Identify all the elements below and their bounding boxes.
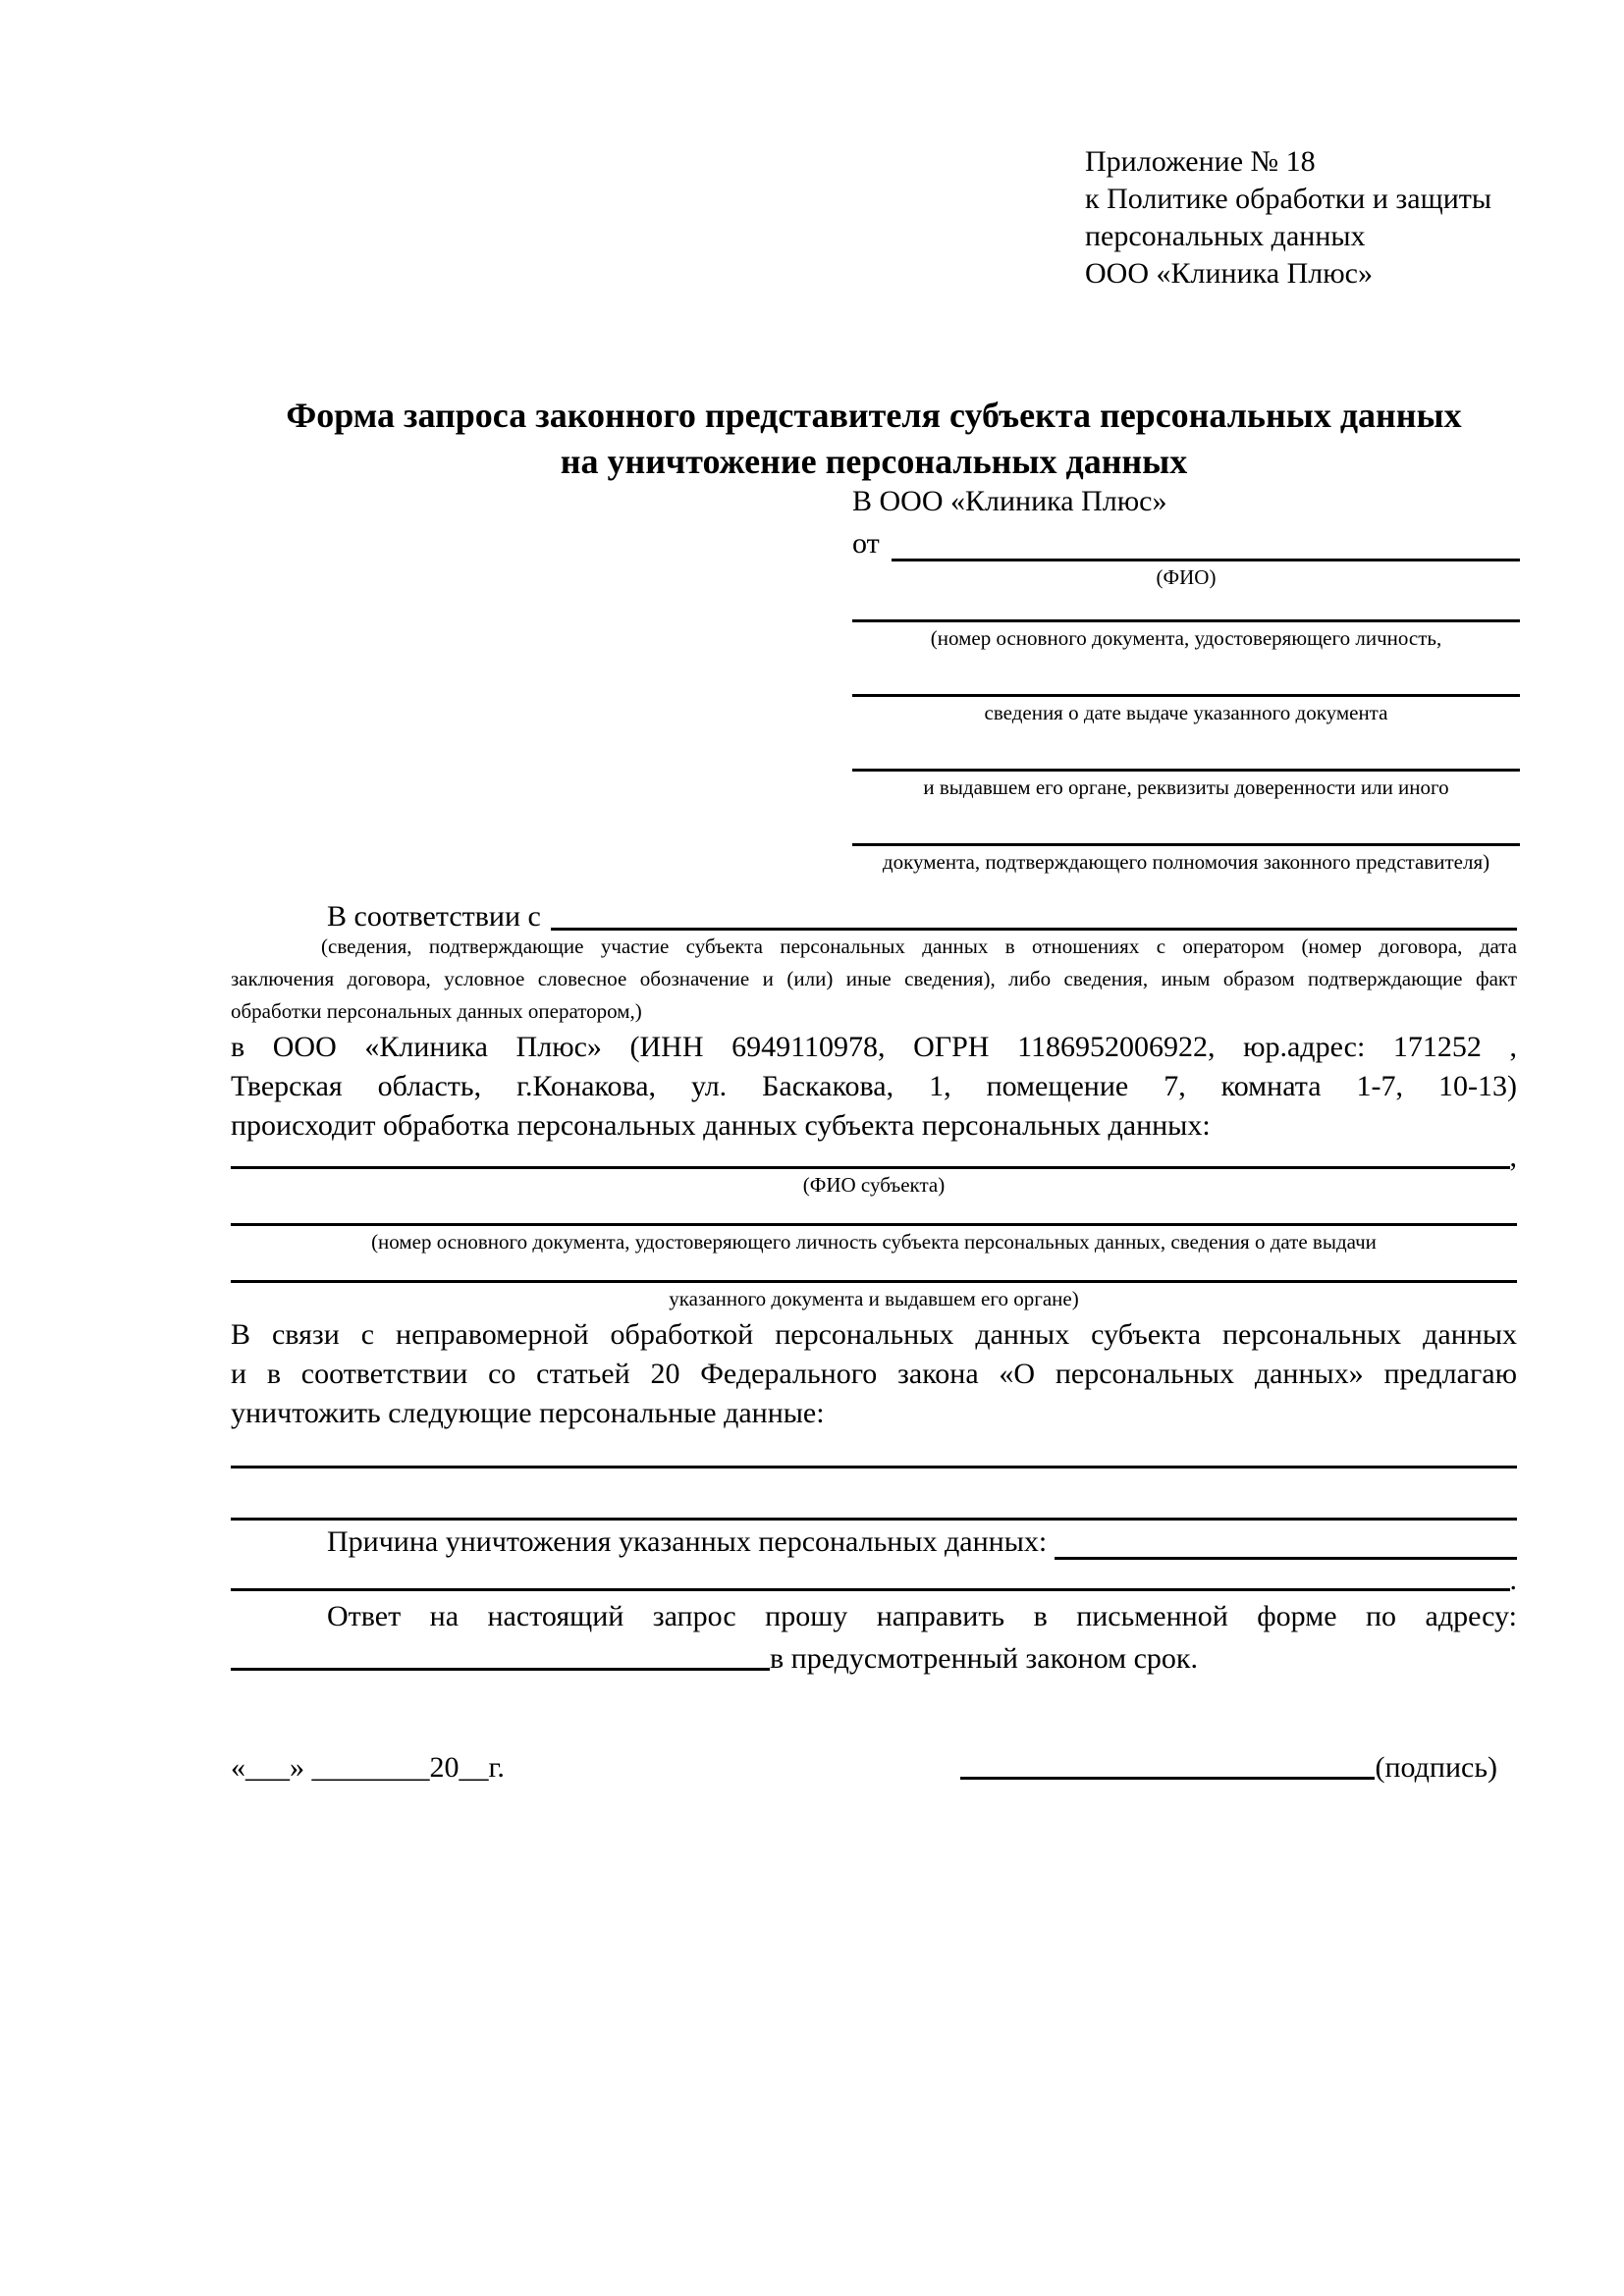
data-to-destroy-fill-line[interactable] bbox=[231, 1466, 1517, 1468]
appendix-header bbox=[1085, 143, 1491, 293]
addressee-org: В ООО «Клиника Плюс» bbox=[852, 485, 1167, 517]
reason-row bbox=[231, 1521, 1517, 1560]
authority-doc-label: документа, подтверждающего полномочия законного представителя) bbox=[882, 850, 1490, 874]
reply-deadline-text: в предусмотренный законом срок. bbox=[770, 1642, 1198, 1675]
form-title bbox=[231, 393, 1517, 485]
reason-fill-line[interactable] bbox=[1055, 1557, 1517, 1560]
subject-fio-row bbox=[231, 1141, 1517, 1173]
from-prefix: от bbox=[852, 527, 880, 560]
accordance-prefix: В соответствии с bbox=[327, 900, 541, 933]
signature-fill-line[interactable] bbox=[960, 1777, 1375, 1780]
trailing-comma: , bbox=[1509, 1141, 1517, 1173]
issue-date-label: сведения о дате выдаче указанного документа bbox=[984, 701, 1388, 724]
appendix-header-line: Приложение № 18 bbox=[1085, 145, 1316, 178]
reason-prefix: Причина уничтожения указанных персональных данных: bbox=[327, 1525, 1048, 1558]
main-body bbox=[231, 901, 1517, 1676]
demand-paragraph-line: В связи с неправомерной обработкой персональных данных субъекта персональных данных bbox=[231, 1318, 1517, 1351]
reason-continuation-row bbox=[231, 1560, 1517, 1597]
reply-request-line: Ответ на настоящий запрос прошу направить в письменной форме по адресу: bbox=[327, 1600, 1517, 1632]
accordance-row bbox=[231, 901, 1517, 931]
operator-paragraph-line: происходит обработка персональных данных субъекта персональных данных: bbox=[231, 1109, 1211, 1142]
operator-paragraph-line: Тверская область, г.Конакова, ул. Баскакова, 1, помещение 7, комната 1-7, 10-13) bbox=[231, 1070, 1517, 1102]
reason-continuation-fill-line[interactable] bbox=[231, 1588, 1510, 1591]
reply-address-row bbox=[231, 1636, 1517, 1676]
reply-address-fill-line[interactable] bbox=[231, 1668, 770, 1671]
signature-group bbox=[960, 1751, 1497, 1785]
demand-paragraph-line: уничтожить следующие персональные данные: bbox=[231, 1397, 825, 1429]
form-title-line: Форма запроса законного представителя субъекта персональных данных bbox=[286, 396, 1462, 435]
trailing-period: . bbox=[1509, 1564, 1517, 1596]
addressee-block bbox=[852, 480, 1520, 879]
identity-doc-label: (номер основного документа, удостоверяющего личность, bbox=[930, 626, 1442, 650]
appendix-header-line: персональных данных bbox=[1085, 220, 1366, 252]
accordance-note-line: обработки персональных данных оператором,) bbox=[231, 999, 642, 1023]
fio-label: (ФИО) bbox=[1156, 565, 1217, 589]
subject-doc-issuer-label: указанного документа и выдавшем его органе) bbox=[669, 1287, 1079, 1310]
signature-label: (подпись) bbox=[1375, 1751, 1497, 1784]
operator-paragraph-line: в ООО «Клиника Плюс» (ИНН 6949110978, ОГРН 1186952006922, юр.адрес: 171252 , bbox=[231, 1031, 1517, 1063]
accordance-note-line: (сведения, подтверждающие участие субъекта персональных данных в отношениях с оператором (номер договора, дата bbox=[321, 934, 1517, 958]
subject-fio-label: (ФИО субъекта) bbox=[802, 1173, 946, 1197]
appendix-header-line: ООО «Клиника Плюс» bbox=[1085, 257, 1373, 290]
issuing-authority-label: и выдавшем его органе, реквизиты доверенности или иного bbox=[923, 775, 1449, 799]
demand-paragraph-line: и в соответствии со статьей 20 Федерального закона «О персональных данных» предлагаю bbox=[231, 1358, 1517, 1390]
accordance-note-line: заключения договора, условное словесное обозначение и (или) иные сведения), либо сведения, иным образом подтверждающие факт bbox=[231, 967, 1517, 990]
subject-doc-label: (номер основного документа, удостоверяющего личность субъекта персональных данных, сведения о дате выдачи bbox=[371, 1230, 1377, 1254]
appendix-header-line: к Политике обработки и защиты bbox=[1085, 183, 1492, 215]
form-title-line: на уничтожение персональных данных bbox=[560, 442, 1188, 481]
signature-row bbox=[231, 1745, 1517, 1785]
date-blank[interactable]: «___» ________20__г. bbox=[231, 1751, 505, 1784]
from-row bbox=[852, 523, 1520, 561]
